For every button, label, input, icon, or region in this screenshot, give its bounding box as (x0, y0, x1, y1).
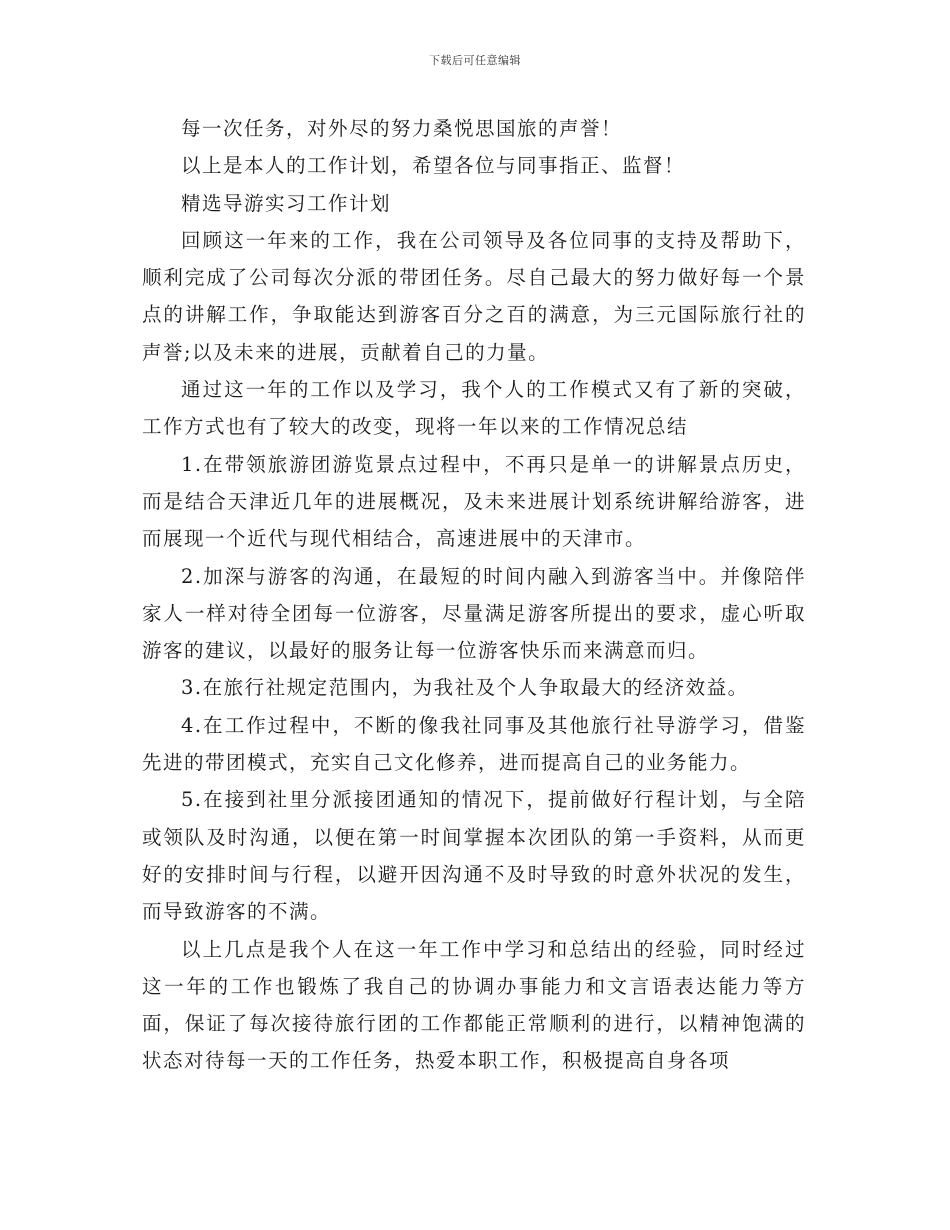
paragraph-summary-intro: 通过这一年的工作以及学习，我个人的工作模式又有了新的突破，工作方式也有了较大的改变，现将一年以来的工作情况总结 (142, 378, 806, 439)
document-body (142, 110, 806, 1080)
paragraph-task-reputation: 每一次任务，对外尽的努力桑悦思国旅的声誉！ (181, 117, 623, 140)
section-title: 精选导游实习工作计划 (181, 191, 392, 215)
list-item-2: 2.加深与游客的沟通，在最短的时间内融入到游客当中。并像陪伴家人一样对待全团每一位游客，尽量满足游客所提出的要求，虚心听取游客的建议，以最好的服务让每一位游客快乐而来满意而归。 (142, 564, 806, 663)
page-header-note: 下载后可任意编辑 (429, 54, 521, 67)
list-item-4: 4.在工作过程中，不断的像我社同事及其他旅行社导游学习，借鉴先进的带团模式，充实自己文化修养，进而提高自己的业务能力。 (142, 713, 806, 775)
paragraph-plan-closing: 以上是本人的工作计划，希望各位与同事指正、监督！ (181, 154, 686, 178)
list-item-5: 5.在接到社里分派接团通知的情况下，提前做好行程计划，与全陪或领队及时沟通，以便在第一时间掌握本次团队的第一手资料，从而更好的安排时间与行程，以避开因沟通不及时导致的时意外状况的发生，而导致游客的不满。 (142, 788, 806, 924)
paragraph-conclusion: 以上几点是我个人在这一年工作中学习和总结出的经验，同时经过这一年的工作也锻炼了我自己的协调办事能力和文言语表达能力等方面，保证了每次接待旅行团的工作都能正常顺利的进行，以精神饱满的状态对待每一天的工作任务，热爱本职工作，积极提高自身各项 (142, 937, 806, 1073)
paragraph-review: 回顾这一年来的工作，我在公司领导及各位同事的支持及帮助下，顺利完成了公司每次分派的带团任务。尽自己最大的努力做好每一个景点的讲解工作，争取能达到游客百分之百的满意，为三元国际旅行社的声誉;以及未来的进展，贡献着自己的力量。 (142, 228, 806, 364)
list-item-3: 3.在旅行社规定范围内，为我社及个人争取最大的经济效益。 (181, 676, 749, 700)
list-item-1: 1.在带领旅游团游览景点过程中，不再只是单一的讲解景点历史，而是结合天津近几年的进展概况，及未来进展计划系统讲解给游客，进而展现一个近代与现代相结合，高速进展中的天津市。 (142, 452, 806, 551)
